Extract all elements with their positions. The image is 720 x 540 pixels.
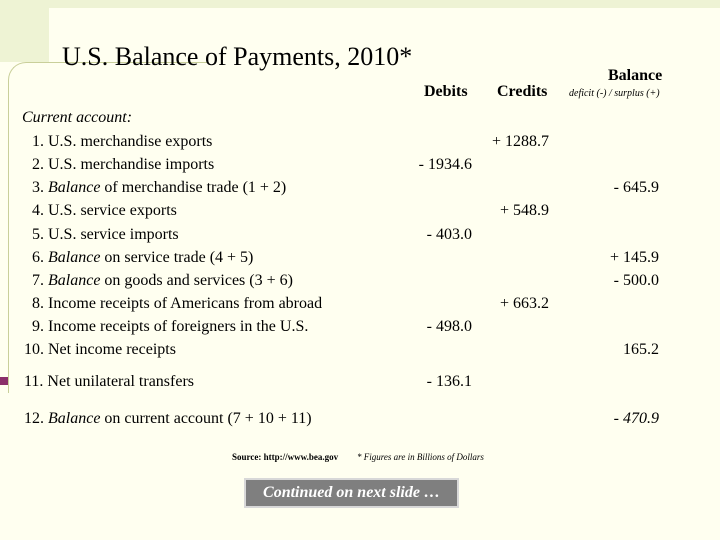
row-number: 8. [32, 295, 48, 312]
balance-value: + 145.9 [609, 249, 659, 266]
continued-next-slide-button[interactable]: Continued on next slide … [244, 478, 459, 508]
balance-value: - 645.9 [613, 179, 659, 196]
debit-value: - 498.0 [426, 318, 472, 335]
row-label-text: Net income receipts [48, 341, 176, 358]
row-label-text: on goods and services (3 + 6) [100, 272, 293, 289]
row-label [32, 318, 308, 336]
row-label [24, 373, 194, 391]
column-header-credits: Credits [497, 83, 548, 100]
table-row [0, 373, 720, 395]
row-label-emphasis: Balance [48, 179, 101, 196]
table-row [0, 341, 720, 363]
debit-value: - 1934.6 [418, 156, 472, 173]
table-row [0, 133, 720, 155]
row-number: 1. [32, 133, 48, 150]
column-header-balance: Balance [608, 67, 663, 84]
table-row [0, 410, 720, 432]
credit-value: + 663.2 [499, 295, 549, 312]
balance-value: 165.2 [623, 341, 659, 358]
decorative-bar-vertical [0, 0, 49, 62]
row-label [32, 133, 212, 151]
row-number: 2. [32, 156, 48, 173]
table-row [0, 202, 720, 224]
row-number: 7. [32, 272, 48, 289]
row-label [32, 272, 293, 290]
row-label-emphasis: Balance [48, 272, 101, 289]
column-header-balance-subtitle: deficit (-) / surplus (+) [569, 88, 660, 99]
row-number: 11. [24, 373, 48, 390]
table-row [0, 295, 720, 317]
row-label [32, 249, 253, 267]
section-label-current-account: Current account: [22, 109, 133, 126]
row-label-emphasis: Balance [48, 410, 101, 427]
table-row [0, 318, 720, 340]
row-label [24, 341, 176, 359]
row-label-text: on service trade (4 + 5) [100, 249, 254, 266]
table-row [0, 156, 720, 178]
credit-value: + 1288.7 [491, 133, 549, 150]
row-number: 5. [32, 226, 48, 243]
table-row [0, 272, 720, 294]
row-number: 3. [32, 179, 48, 196]
row-number: 4. [32, 202, 48, 219]
decorative-bar-horizontal [49, 0, 720, 8]
row-label-text: U.S. merchandise imports [48, 156, 215, 173]
debit-value: - 136.1 [426, 373, 472, 390]
row-label-text: of merchandise trade (1 + 2) [100, 179, 287, 196]
row-label [32, 179, 286, 197]
source-note: Source: http://www.bea.gov [232, 452, 339, 462]
table-row [0, 249, 720, 271]
row-label [24, 410, 312, 428]
row-label-text: Income receipts of foreigners in the U.S. [48, 318, 309, 335]
row-label-emphasis: Balance [48, 249, 101, 266]
row-label [32, 202, 177, 220]
debit-value: - 403.0 [426, 226, 472, 243]
row-label [32, 295, 322, 313]
row-label-text: U.S. merchandise exports [48, 133, 213, 150]
row-label-text: Net unilateral transfers [47, 373, 195, 390]
table-row [0, 179, 720, 201]
balance-value: - 470.9 [613, 410, 659, 427]
balance-value: - 500.0 [613, 272, 659, 289]
row-label-text: Income receipts of Americans from abroad [48, 295, 323, 312]
row-label-text: U.S. service imports [48, 226, 179, 243]
row-label-text: U.S. service exports [48, 202, 177, 219]
row-label-text: on current account (7 + 10 + 11) [100, 410, 312, 427]
row-number: 9. [32, 318, 48, 335]
units-note: * Figures are in Billions of Dollars [357, 452, 484, 462]
row-number: 12. [24, 410, 48, 427]
credit-value: + 548.9 [499, 202, 549, 219]
slide-title: U.S. Balance of Payments, 2010* [62, 42, 413, 71]
table-row [0, 226, 720, 248]
row-number: 6. [32, 249, 48, 266]
row-label [32, 156, 214, 174]
column-header-debits: Debits [424, 83, 468, 100]
row-label [32, 226, 179, 244]
row-number: 10. [24, 341, 48, 358]
